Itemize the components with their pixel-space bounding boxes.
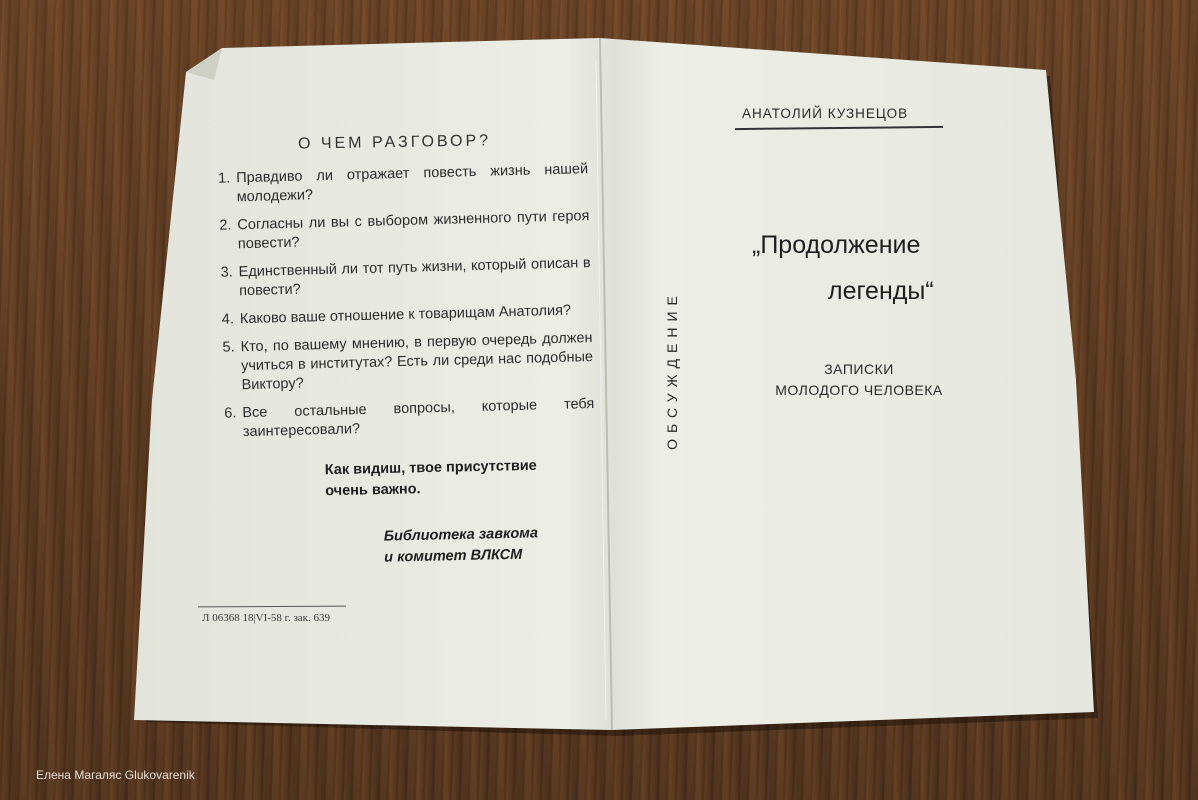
question-item — [214, 395, 595, 443]
book-subtitle: ЗАПИСКИ МОЛОДОГО ЧЕЛОВЕКА — [775, 361, 943, 398]
question-item — [212, 329, 593, 396]
question-item — [208, 160, 589, 208]
print-info: Л 06368 18|VI-58 г. зак. 639 — [202, 612, 331, 624]
photo-credit: Елена Магаляс Glukovarenik — [36, 768, 195, 782]
book-title — [752, 222, 934, 314]
question-text: Кто, по вашему мнению, в первую очередь должен учиться в институтах? Есть ли среди нас подобные Виктору? — [240, 329, 594, 394]
questions-heading: О ЧЕМ РАЗГОВОР? — [297, 132, 492, 153]
question-number: 3. — [220, 264, 233, 281]
organizer-signature: Библиотека завкома и комитет ВЛКСМ — [383, 525, 539, 566]
question-number: 4. — [221, 311, 235, 328]
importance-note: Как видиш, твое присутствие очень важно. — [324, 457, 537, 500]
questions-list — [208, 160, 595, 452]
question-text: Правдиво ли отражает повесть жизнь нашей молодежи? — [236, 161, 589, 206]
question-number: 1. — [217, 170, 231, 187]
spine-label: ОБСУЖДЕНИЕ — [664, 290, 680, 450]
question-text: Согласны ли вы с выбором жизненного пути героя повести? — [237, 208, 590, 253]
question-text: Все остальные вопросы, которые тебя заинтересовали? — [242, 395, 595, 441]
question-item — [210, 254, 591, 302]
question-number: 2. — [219, 217, 232, 234]
question-item — [209, 207, 590, 255]
divider — [198, 606, 346, 608]
question-text: Каково ваше отношение к товарищам Анатолия? — [239, 302, 572, 328]
author-name: АНАТОЛИЙ КУЗНЕЦОВ — [742, 106, 909, 121]
divider — [735, 126, 943, 130]
book-title-line: „Продолжение — [752, 231, 921, 259]
book-title-line: легенды“ — [828, 277, 934, 305]
question-number: 6. — [224, 405, 237, 422]
question-number: 5. — [222, 339, 235, 356]
question-text: Единственный ли тот путь жизни, который описан в повести? — [238, 255, 591, 300]
question-item — [212, 301, 592, 330]
